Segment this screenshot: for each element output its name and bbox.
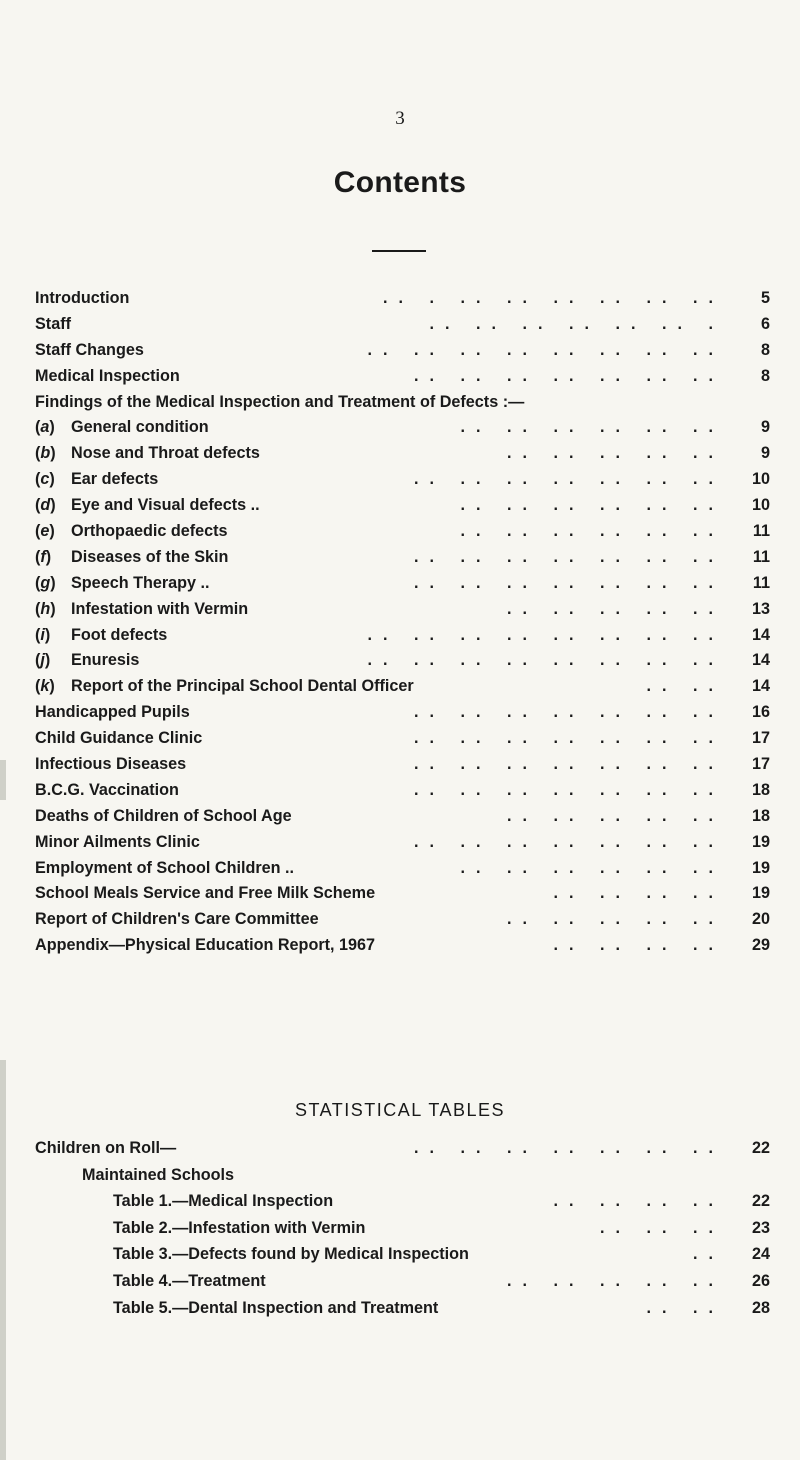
toc-entry: Child Guidance Clinic .. .. .. .. .. .. .. 17	[35, 729, 770, 748]
toc-entry: Staff .. .. .. .. .. .. . 6	[35, 314, 770, 333]
toc-subentry: (b) Nose and Throat defects .. .. .. .. .. 9	[35, 444, 770, 463]
toc-subentry: (c) Ear defects .. .. .. .. .. .. .. 10	[35, 470, 770, 489]
toc-subentry: (f) Diseases of the Skin .. .. .. .. .. .. .. 11	[35, 547, 770, 566]
toc-subentry: (j) Enuresis .. .. .. .. .. .. .. .. 14	[35, 651, 770, 670]
contents-list	[35, 286, 770, 959]
toc-subentry: (a) General condition .. .. .. .. .. .. 9	[35, 418, 770, 437]
toc-table-entry: Table 3.—Defects found by Medical Inspection .. 24	[113, 1245, 770, 1264]
toc-subentry: (e) Orthopaedic defects .. .. .. .. .. .. 11	[35, 522, 770, 541]
toc-entry: Report of Children's Care Committee .. .. .. .. .. 20	[35, 910, 770, 929]
page-number: 3	[395, 108, 405, 129]
toc-subheading: Maintained Schools	[82, 1165, 235, 1184]
toc-entry: Infectious Diseases .. .. .. .. .. .. .. 17	[35, 755, 770, 774]
toc-entry: Deaths of Children of School Age .. .. .. .. .. 18	[35, 806, 770, 825]
toc-subentry: (i) Foot defects .. .. .. .. .. .. .. .. 14	[35, 625, 770, 644]
toc-table-entry: Table 2.—Infestation with Vermin .. .. .. 23	[113, 1218, 770, 1237]
toc-table-entry: Table 4.—Treatment .. .. .. .. .. 26	[113, 1271, 770, 1290]
toc-subentry: (g) Speech Therapy .. .. .. .. .. .. .. .. 11	[35, 573, 770, 592]
toc-entry: Appendix—Physical Education Report, 1967 .. .. .. .. 29	[35, 936, 770, 955]
toc-entry: Employment of School Children .. .. .. .. .. .. .. 19	[35, 858, 770, 877]
toc-entry: Medical Inspection .. .. .. .. .. .. .. 8	[35, 366, 770, 385]
toc-entry: Children on Roll— .. .. .. .. .. .. .. 22	[35, 1139, 770, 1157]
page-title: Contents	[333, 166, 467, 199]
toc-subentry: (d) Eye and Visual defects .. .. .. .. .. .. .. 10	[35, 496, 770, 515]
toc-subentry: (h) Infestation with Vermin .. .. .. .. .. 13	[35, 599, 770, 618]
page-edge-shadow	[0, 760, 6, 800]
toc-entry: Handicapped Pupils .. .. .. .. .. .. .. 16	[35, 703, 770, 722]
toc-entry: Staff Changes .. .. .. .. .. .. .. .. 8	[35, 340, 770, 359]
statistical-tables-list	[35, 1135, 770, 1321]
toc-table-entry: Table 1.—Medical Inspection .. .. .. .. 22	[113, 1192, 770, 1211]
toc-subentry: (k) Report of the Principal School Dental Officer .. .. 14	[35, 677, 770, 696]
toc-table-entry: Table 5.—Dental Inspection and Treatment .. .. 28	[113, 1298, 770, 1317]
toc-entry: Findings of the Medical Inspection and Treatment of Defects :—	[35, 392, 525, 411]
toc-entry: B.C.G. Vaccination .. .. .. .. .. .. .. 18	[35, 780, 770, 799]
statistical-tables-heading: STATISTICAL TABLES	[294, 1100, 506, 1120]
toc-entry: School Meals Service and Free Milk Scheme .. .. .. .. 19	[35, 884, 770, 903]
toc-entry: Minor Ailments Clinic .. .. .. .. .. .. .. 19	[35, 832, 770, 851]
title-divider	[372, 250, 426, 252]
toc-entry: Introduction .. . .. .. .. .. .. .. 5	[35, 289, 770, 307]
